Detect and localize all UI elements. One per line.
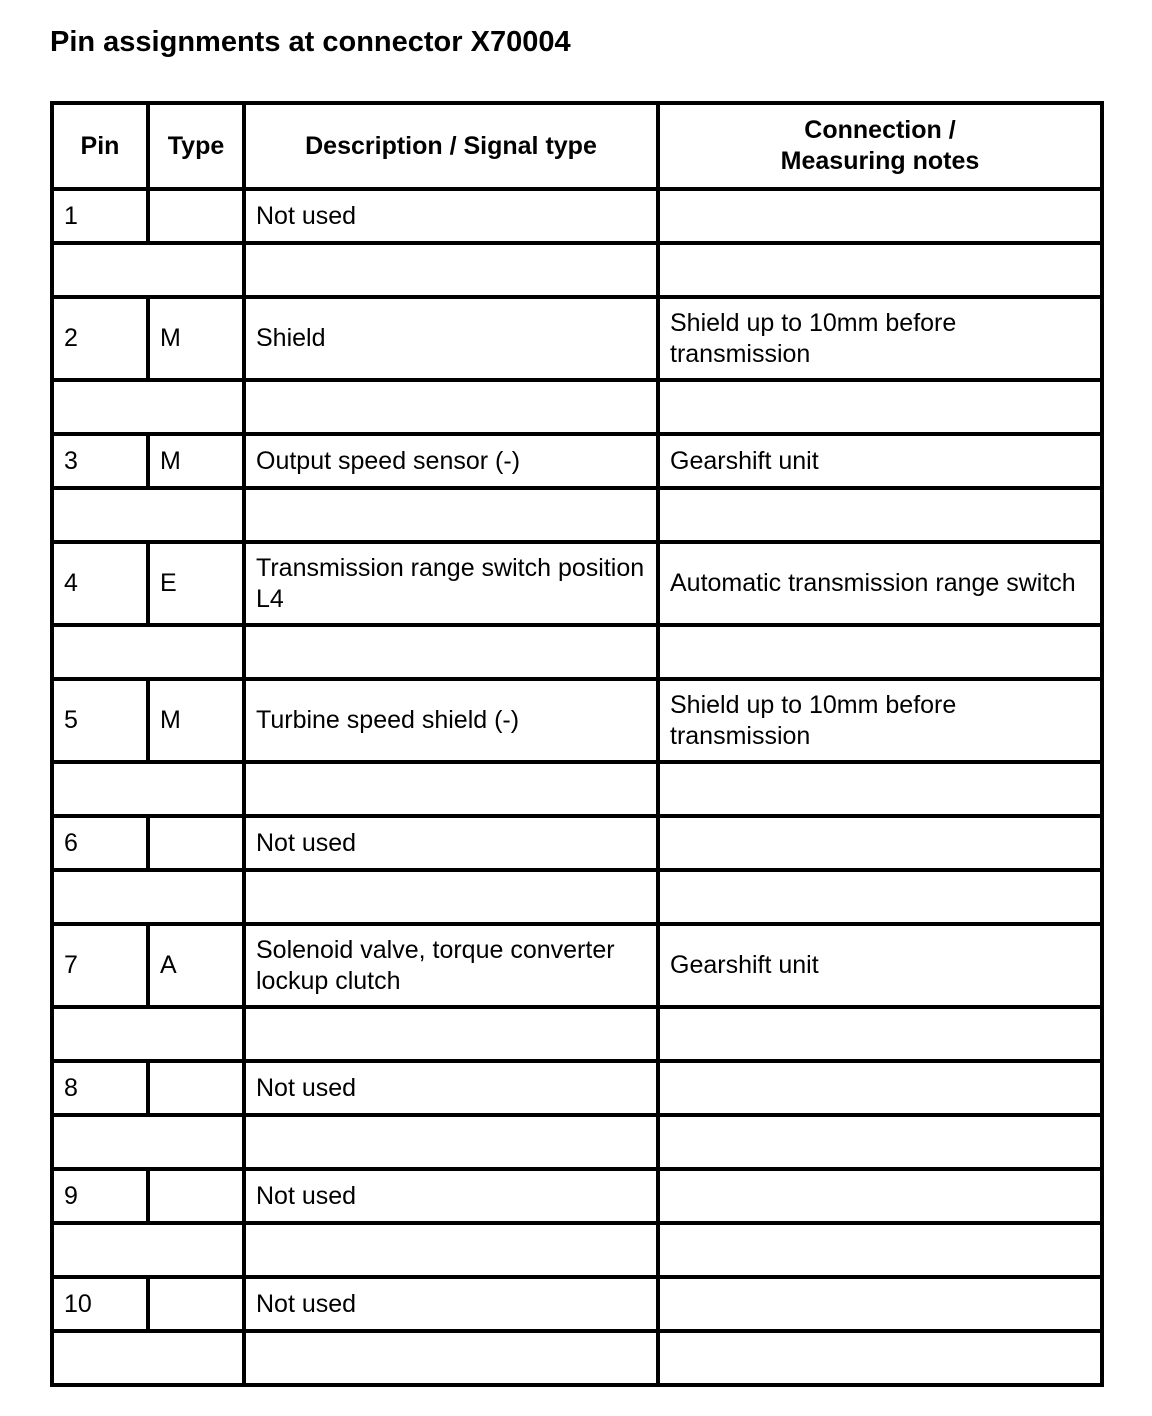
pin-number: 10 <box>52 1277 148 1331</box>
pin-type <box>148 189 244 243</box>
pin-number: 7 <box>52 924 148 1007</box>
table-row <box>52 1061 1102 1115</box>
pin-description: Not used <box>244 1061 658 1115</box>
table-row <box>52 542 1102 625</box>
pin-number: 3 <box>52 434 148 488</box>
table-row <box>52 297 1102 380</box>
table-header-row <box>52 103 1102 189</box>
table-row <box>52 816 1102 870</box>
spacer-row <box>52 762 1102 816</box>
pin-connection: Gearshift unit <box>658 434 1102 488</box>
pin-assignment-table <box>50 101 1104 1387</box>
pin-connection: Shield up to 10mm before transmission <box>658 297 1102 380</box>
pin-description: Turbine speed shield (-) <box>244 679 658 762</box>
pin-description: Not used <box>244 816 658 870</box>
pin-connection <box>658 816 1102 870</box>
pin-connection <box>658 1169 1102 1223</box>
pin-number: 4 <box>52 542 148 625</box>
pin-description: Shield <box>244 297 658 380</box>
header-type: Type <box>148 103 244 189</box>
pin-number: 2 <box>52 297 148 380</box>
header-description: Description / Signal type <box>244 103 658 189</box>
spacer-row <box>52 625 1102 679</box>
pin-type <box>148 1169 244 1223</box>
spacer-row <box>52 243 1102 297</box>
page-title: Pin assignments at connector X70004 <box>50 26 571 58</box>
header-connection-line1: Connection / <box>804 116 956 144</box>
pin-type: M <box>148 297 244 380</box>
pin-type <box>148 816 244 870</box>
spacer-row <box>52 380 1102 434</box>
pin-number: 9 <box>52 1169 148 1223</box>
spacer-row <box>52 1223 1102 1277</box>
pin-description: Output speed sensor (-) <box>244 434 658 488</box>
pin-type: A <box>148 924 244 1007</box>
spacer-row <box>52 488 1102 542</box>
pin-number: 8 <box>52 1061 148 1115</box>
pin-type: E <box>148 542 244 625</box>
pin-type <box>148 1061 244 1115</box>
table-row <box>52 434 1102 488</box>
pin-type: M <box>148 679 244 762</box>
header-pin: Pin <box>52 103 148 189</box>
spacer-row <box>52 1115 1102 1169</box>
pin-number: 5 <box>52 679 148 762</box>
table-row <box>52 679 1102 762</box>
table-row <box>52 189 1102 243</box>
pin-connection: Gearshift unit <box>658 924 1102 1007</box>
pin-description: Solenoid valve, torque converter lockup clutch <box>244 924 658 1007</box>
pin-type: M <box>148 434 244 488</box>
pin-connection <box>658 1061 1102 1115</box>
pin-connection: Shield up to 10mm before transmission <box>658 679 1102 762</box>
pin-number: 1 <box>52 189 148 243</box>
table-row <box>52 924 1102 1007</box>
header-connection <box>658 103 1102 189</box>
spacer-row <box>52 870 1102 924</box>
pin-description: Not used <box>244 189 658 243</box>
pin-type <box>148 1277 244 1331</box>
pin-connection <box>658 1277 1102 1331</box>
pin-number: 6 <box>52 816 148 870</box>
pin-connection: Automatic transmission range switch <box>658 542 1102 625</box>
spacer-row <box>52 1007 1102 1061</box>
pin-description: Transmission range switch position L4 <box>244 542 658 625</box>
pin-connection <box>658 189 1102 243</box>
header-connection-line2: Measuring notes <box>780 147 980 175</box>
table-row <box>52 1169 1102 1223</box>
pin-description: Not used <box>244 1169 658 1223</box>
pin-description: Not used <box>244 1277 658 1331</box>
table-row <box>52 1277 1102 1331</box>
spacer-row <box>52 1331 1102 1385</box>
